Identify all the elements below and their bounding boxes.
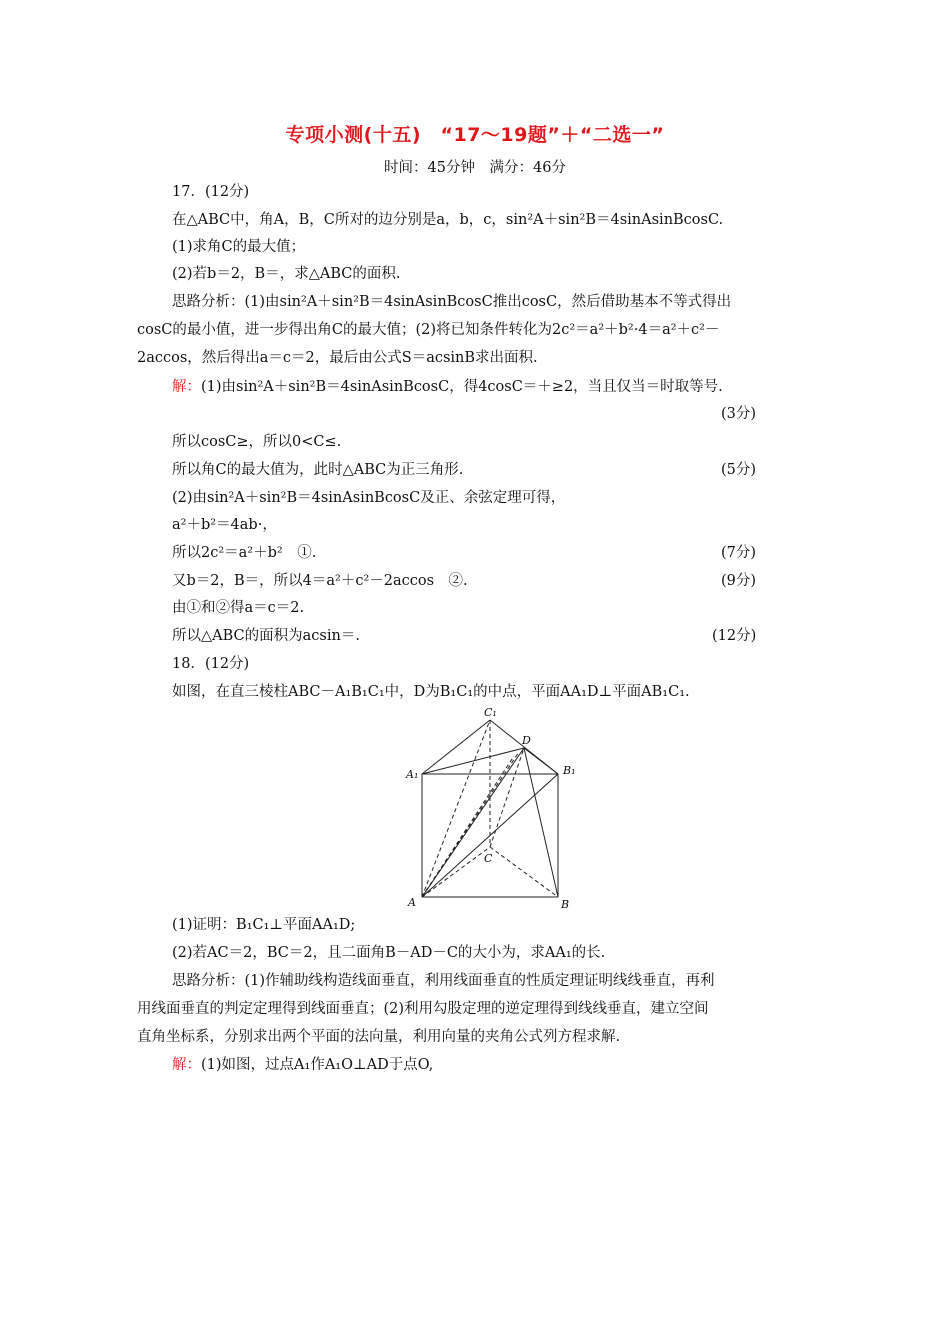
q17-analysis-line2: cosC的最小值，进一步得出角C的最大值；(2)将已知条件转化为2c²＝a²＋b²·4＝a²＋c²－ [137,322,720,338]
q17-solution-line5: a²＋b²＝4ab·， [172,517,277,533]
q18-part2: (2)若AC＝2，BC＝2，且二面角B－AD－C的大小为，求AA₁的长. [172,945,606,961]
q17-solution-line2: 所以cosC≥，所以0<C≤. [172,434,342,450]
label-B1: B₁ [563,764,576,777]
label-B: B [561,898,570,911]
score-badge: (12分) [712,628,757,644]
q17-part2: (2)若b＝2，B＝，求△ABC的面积. [172,266,401,282]
q17-solution-line3: 所以角C的最大值为，此时△ABC为正三角形. [172,462,464,478]
q18-part1: (1)证明：B₁C₁⊥平面AA₁D; [172,917,356,933]
label-D: D [522,734,531,747]
label-A1: A₁ [406,768,419,781]
page-subtitle: 时间：45分钟 满分：46分 [384,160,566,176]
score-badge: (7分) [721,545,757,561]
q17-solution-line9: 所以△ABC的面积为acsin＝. [172,628,360,644]
q17-solution-line8: 由①和②得a＝c＝2. [172,600,305,616]
q17-solution-line6: 所以2c²＝a²＋b² ①. [172,545,317,561]
q18-stem: 如图，在直三棱柱ABC－A₁B₁C₁中，D为B₁C₁的中点，平面AA₁D⊥平面AB₁C₁. [172,684,690,700]
prism-edges [422,720,558,897]
q18-solution-line1 [172,1055,433,1075]
q17-analysis-line3: 2accos，然后得出a＝c＝2，最后由公式S＝acsinB求出面积. [137,350,538,366]
score-badge: (5分) [721,462,757,478]
score-badge: (3分) [721,406,757,422]
q18-number: 18．(12分) [172,656,250,672]
q17-part1: (1)求角C的最大值； [172,239,306,255]
q18-analysis-line3: 直角坐标系，分别求出两个平面的法向量，利用向量的夹角公式列方程求解. [137,1029,621,1045]
prism-figure [398,704,588,914]
q17-stem: 在△ABC中，角A，B，C所对的边分别是a，b，c，sin²A＋sin²B＝4sinAsinBcosC. [172,212,724,228]
q17-solution-line7: 又b＝2，B＝，所以4＝a²＋c²－2accos ②. [172,573,468,589]
q18-analysis-line2: 用线面垂直的判定定理得到线面垂直；(2)利用勾股定理的逆定理得到线线垂直，建立空间 [137,1001,709,1017]
label-A: A [408,896,416,909]
solution-label: 解： [172,1057,201,1073]
solution-text: (1)如图，过点A₁作A₁O⊥AD于点O, [201,1057,434,1073]
q17-number: 17．(12分) [172,184,250,200]
q18-analysis-line1: 思路分析：(1)作辅助线构造线面垂直，利用线面垂直的性质定理证明线线垂直，再利 [172,973,715,989]
q17-solution-line1 [172,377,723,397]
solution-text: (1)由sin²A＋sin²B＝4sinAsinBcosC，得4cosC＝＋≥2，当且仅当＝时取等号. [201,379,723,395]
q17-solution-line4: (2)由sin²A＋sin²B＝4sinAsinBcosC及正、余弦定理可得， [172,490,566,506]
label-C1: C₁ [484,706,497,719]
solution-label: 解： [172,379,201,395]
score-badge: (9分) [721,573,757,589]
page-title: 专项小测(十五) “17～19题”＋“二选一” [285,124,665,146]
q17-analysis-line1: 思路分析：(1)由sin²A＋sin²B＝4sinAsinBcosC推出cosC，然后借助基本不等式得出 [172,294,732,310]
label-C: C [484,852,493,865]
